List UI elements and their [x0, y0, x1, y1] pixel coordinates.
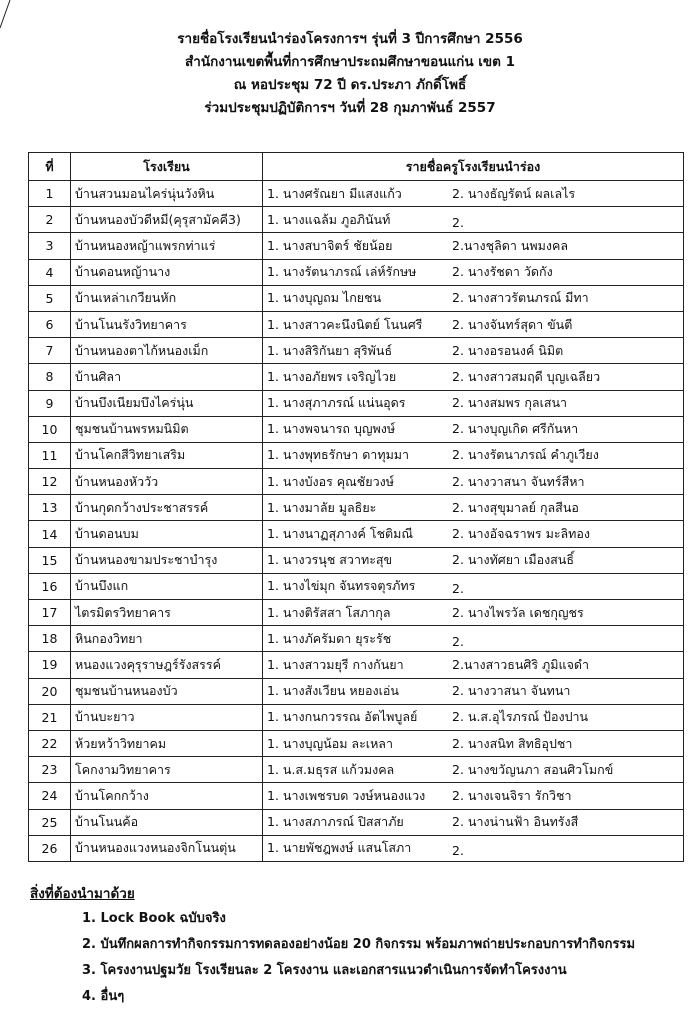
teacher-1: 1. นางบังอร คุณชัยวงษ์ [267, 473, 394, 489]
teacher-1: 1. นางบุญถม ไกยชน [267, 290, 382, 306]
school-name: บ้านดอนบม [71, 521, 263, 547]
teacher-1: 1. นางสุภาภรณ์ แน่นอุดร [267, 395, 406, 411]
teacher-names [263, 809, 684, 835]
teacher-1: 1. นางไข่มุก จันทรจตุรภัทร [267, 578, 416, 594]
table-row [29, 547, 684, 573]
row-number: 15 [29, 547, 71, 573]
teacher-names [263, 521, 684, 547]
school-name: บ้านโนนรังวิทยาคาร [71, 311, 263, 337]
table-row [29, 521, 684, 547]
items-to-bring [30, 882, 690, 1010]
bring-item: 4. อื่นๆ [82, 989, 125, 1004]
teacher-names [263, 495, 684, 521]
teacher-names [263, 835, 684, 861]
teacher-names [263, 442, 684, 468]
school-name: โคกงามวิทยาคาร [71, 757, 263, 783]
teacher-names [263, 181, 684, 207]
teacher-1: 1. นางสาวคะนึงนิตย์ โนนศรี [267, 316, 423, 332]
row-number: 18 [29, 626, 71, 652]
teacher-2: 2. [452, 214, 464, 230]
row-number: 24 [29, 783, 71, 809]
teacher-1: 1. นางมาลัย มูลธิยะ [267, 499, 377, 515]
teacher-2: 2. นางไพรวัล เดชกุญชร [452, 604, 584, 620]
teacher-names [263, 259, 684, 285]
row-number: 9 [29, 390, 71, 416]
header-no: ที่ [29, 153, 71, 181]
row-number: 5 [29, 285, 71, 311]
teacher-names [263, 600, 684, 626]
teacher-1: 1. นางบุญน้อม ละเหลา [267, 735, 393, 751]
bring-item: 3. โครงงานปฐมวัย โรงเรียนละ 2 โครงงาน และเอกสารแนวดำเนินการจัดทำโครงงาน [82, 963, 567, 978]
teacher-1: 1. นางพจนารถ บุญพงษ์ [267, 421, 396, 437]
school-name: บ้านบึงแก [71, 573, 263, 599]
teacher-2: 2.นางสาวธนศิริ ภูมิแจดำ [452, 656, 590, 672]
teacher-names [263, 730, 684, 756]
table-row [29, 783, 684, 809]
school-name: หินกองวิทยา [71, 626, 263, 652]
teacher-1: 1. นางติรัสสา โสภากุล [267, 604, 391, 620]
row-number: 2 [29, 207, 71, 233]
teacher-1: 1. นางศรัณยา มีแสงแก้ว [267, 185, 402, 201]
teacher-1: 1. นางสบาจิตร์ ชัยน้อย [267, 237, 393, 253]
school-name: บ้านหนองแวงหนองจิกโนนตุ่น [71, 835, 263, 861]
table-body [29, 181, 684, 862]
header-date: ร่วมประชุมปฏิบัติการฯ วันที่ 28 กุมภาพันธ์ 2557 [204, 100, 496, 116]
row-number: 12 [29, 469, 71, 495]
teacher-names [263, 233, 684, 259]
school-name: บ้านโคกกว้าง [71, 783, 263, 809]
table-row [29, 626, 684, 652]
teacher-1: 1. น.ส.มธุรส แก้วมงคล [267, 761, 395, 777]
teacher-names [263, 704, 684, 730]
teacher-names [263, 469, 684, 495]
school-name: บ้านโคกสีวิทยาเสริม [71, 442, 263, 468]
teacher-1: 1. นางแฉล้ม ภูอภินันท์ [267, 211, 391, 227]
teacher-1: 1. นางวรนุช สวาทะสุข [267, 552, 393, 568]
teacher-names [263, 416, 684, 442]
teacher-1: 1. นางเพชรบด วงษ์หนองแวง [267, 787, 426, 803]
table-row [29, 311, 684, 337]
table-row [29, 835, 684, 861]
teacher-2: 2. นางน่านฟ้า อินทรังสี [452, 814, 579, 830]
teacher-2: 2. [452, 843, 464, 859]
teacher-2: 2. นางสนิท สิทธิอุปชา [452, 735, 573, 751]
table-row [29, 652, 684, 678]
school-name: ชุมชนบ้านพรหมนิมิต [71, 416, 263, 442]
teacher-2: 2. นางสาวรัตนภรณ์ มีทา [452, 290, 589, 306]
teacher-2: 2. นางเจนจิรา รักวิชา [452, 787, 572, 803]
table-row [29, 338, 684, 364]
teacher-names [263, 311, 684, 337]
row-number: 3 [29, 233, 71, 259]
table-row [29, 495, 684, 521]
bring-title: สิ่งที่ต้องนำมาด้วย [30, 886, 135, 902]
school-name: บ้านหนองตาไก้หนองเม็ก [71, 338, 263, 364]
school-name: ไตรมิตรวิทยาคาร [71, 600, 263, 626]
table-row [29, 809, 684, 835]
teacher-2: 2. นางขวัญนภา สอนศิวโมกข์ [452, 761, 614, 777]
header-title: รายชื่อโรงเรียนนำร่องโครงการฯ รุ่นที่ 3 ปีการศึกษา 2556 [177, 31, 523, 47]
school-name: บ้านโนนค้อ [71, 809, 263, 835]
school-name: บ้านบึงเนียมบึงไคร่นุ่น [71, 390, 263, 416]
teacher-names [263, 547, 684, 573]
school-name: บ้านดอนหญ้านาง [71, 259, 263, 285]
row-number: 14 [29, 521, 71, 547]
teacher-names [263, 364, 684, 390]
teacher-2: 2. [452, 581, 464, 597]
teacher-2: 2. นางบุญเกิด ศรีกันหา [452, 421, 579, 437]
school-name: บ้านหนองขามประชาบำรุง [71, 547, 263, 573]
table-row [29, 704, 684, 730]
teacher-1: 1. นางอภัยพร เจริญไวย [267, 368, 397, 384]
table-row [29, 442, 684, 468]
teacher-1: 1. นางนาฏสุภางค์ โชติมณี [267, 526, 414, 542]
teacher-names [263, 338, 684, 364]
teacher-1: 1. นายพัชฎพงษ์ แสนโสภา [267, 840, 412, 856]
teacher-2: 2. นางจันทร์สุดา ขันตี [452, 316, 573, 332]
row-number: 6 [29, 311, 71, 337]
school-name: ชุมชนบ้านหนองบัว [71, 678, 263, 704]
row-number: 16 [29, 573, 71, 599]
teacher-2: 2. นางสุขุมาลย์ กุลสีนอ [452, 499, 579, 515]
teacher-names [263, 783, 684, 809]
table-row [29, 730, 684, 756]
teacher-names [263, 626, 684, 652]
teacher-1: 1. นางพุทธรักษา ดาทุมมา [267, 447, 410, 463]
bring-item: 2. บันทึกผลการทำกิจกรรมการทดลองอย่างน้อย 20 กิจกรรม พร้อมภาพถ่ายประกอบการทำกิจกรรม [82, 937, 636, 952]
row-number: 4 [29, 259, 71, 285]
teacher-names [263, 573, 684, 599]
school-teacher-table [28, 152, 684, 862]
row-number: 10 [29, 416, 71, 442]
teacher-1: 1. นางสิริกันยา สุริพันธ์ [267, 342, 393, 358]
teacher-2: 2. [452, 633, 464, 649]
teacher-2: 2. นางวาสนา จันทร์สีหา [452, 473, 585, 489]
teacher-1: 1. นางภัครัมดา ยุระรัช [267, 630, 392, 646]
table-row [29, 469, 684, 495]
row-number: 17 [29, 600, 71, 626]
row-number: 23 [29, 757, 71, 783]
teacher-2: 2. น.ส.อุไรภรณ์ ป้องปาน [452, 709, 589, 725]
teacher-2: 2. นางทัศยา เมืองสนธิ์ [452, 552, 574, 568]
teacher-names [263, 390, 684, 416]
teacher-2: 2. นางอัจฉราพร มะลิทอง [452, 526, 591, 542]
table-row [29, 181, 684, 207]
school-name: บ้านหนองหัววัว [71, 469, 263, 495]
teacher-2: 2. นางรัตนาภรณ์ คำภูเวียง [452, 447, 599, 463]
teacher-1: 1. นางกนกวรรณ อัตไพบูลย์ [267, 709, 418, 725]
teacher-2: 2.นางชุลิดา นพมงคล [452, 237, 568, 253]
teacher-2: 2. นางรัชดา วัดกัง [452, 264, 553, 280]
school-name: บ้านกุดกว้างประชาสรรค์ [71, 495, 263, 521]
document-header [0, 28, 700, 120]
table-row [29, 600, 684, 626]
teacher-1: 1. นางรัตนาภรณ์ เล่ห์รักษษ [267, 264, 417, 280]
table-row [29, 285, 684, 311]
table-row [29, 207, 684, 233]
header-teachers: รายชื่อครูโรงเรียนนำร่อง [263, 153, 684, 181]
school-name: บ้านหนองหญ้าแพรกท่าแร่ [71, 233, 263, 259]
header-school: โรงเรียน [71, 153, 263, 181]
school-name: บ้านบะยาว [71, 704, 263, 730]
table-row [29, 757, 684, 783]
row-number: 20 [29, 678, 71, 704]
table-row [29, 364, 684, 390]
row-number: 7 [29, 338, 71, 364]
row-number: 11 [29, 442, 71, 468]
school-name: บ้านสวนมอนไคร่นุ่นวังหิน [71, 181, 263, 207]
table-row [29, 678, 684, 704]
teacher-names [263, 207, 684, 233]
header-office: สำนักงานเขตพื้นที่การศึกษาประถมศึกษาขอนแก่น เขต 1 [185, 54, 515, 70]
teacher-names [263, 652, 684, 678]
teacher-names [263, 678, 684, 704]
row-number: 19 [29, 652, 71, 678]
row-number: 25 [29, 809, 71, 835]
school-name: หนองแวงคุรุราษฎร์รังสรรค์ [71, 652, 263, 678]
teacher-1: 1. นางสังเวียน หยองเอ่น [267, 683, 399, 699]
row-number: 13 [29, 495, 71, 521]
teacher-1: 1. นางสาวมยุรี กางกันยา [267, 656, 404, 672]
header-venue: ณ หอประชุม 72 ปี ดร.ประภา ภักดิ์โพธิ์ [233, 77, 467, 93]
teacher-1: 1. นางสภาภรณ์ ปิสสาภัย [267, 814, 404, 830]
table-row [29, 573, 684, 599]
teacher-2: 2. นางธัญรัตน์ ผลเลไร [452, 185, 576, 201]
table-row [29, 390, 684, 416]
teacher-2: 2. นางสมพร กุลเสนา [452, 395, 568, 411]
row-number: 26 [29, 835, 71, 861]
table-row [29, 259, 684, 285]
table-row [29, 233, 684, 259]
table-row [29, 416, 684, 442]
row-number: 21 [29, 704, 71, 730]
school-name: บ้านหนองบัวดีหมี(คุรุสามัคคี3) [71, 207, 263, 233]
teacher-2: 2. นางวาสนา จันทนา [452, 683, 571, 699]
row-number: 1 [29, 181, 71, 207]
teacher-2: 2. นางอรอนงค์ นิมิต [452, 342, 564, 358]
table-header-row [29, 153, 684, 181]
school-name: ห้วยหว้าวิทยาคม [71, 730, 263, 756]
school-name: บ้านศิลา [71, 364, 263, 390]
school-name: บ้านเหล่าเกวียนหัก [71, 285, 263, 311]
teacher-names [263, 285, 684, 311]
teacher-names [263, 757, 684, 783]
row-number: 8 [29, 364, 71, 390]
bring-item: 1. Lock Book ฉบับจริง [82, 911, 226, 926]
row-number: 22 [29, 730, 71, 756]
teacher-2: 2. นางสาวสมฤดี บุญเฉลียว [452, 368, 601, 384]
